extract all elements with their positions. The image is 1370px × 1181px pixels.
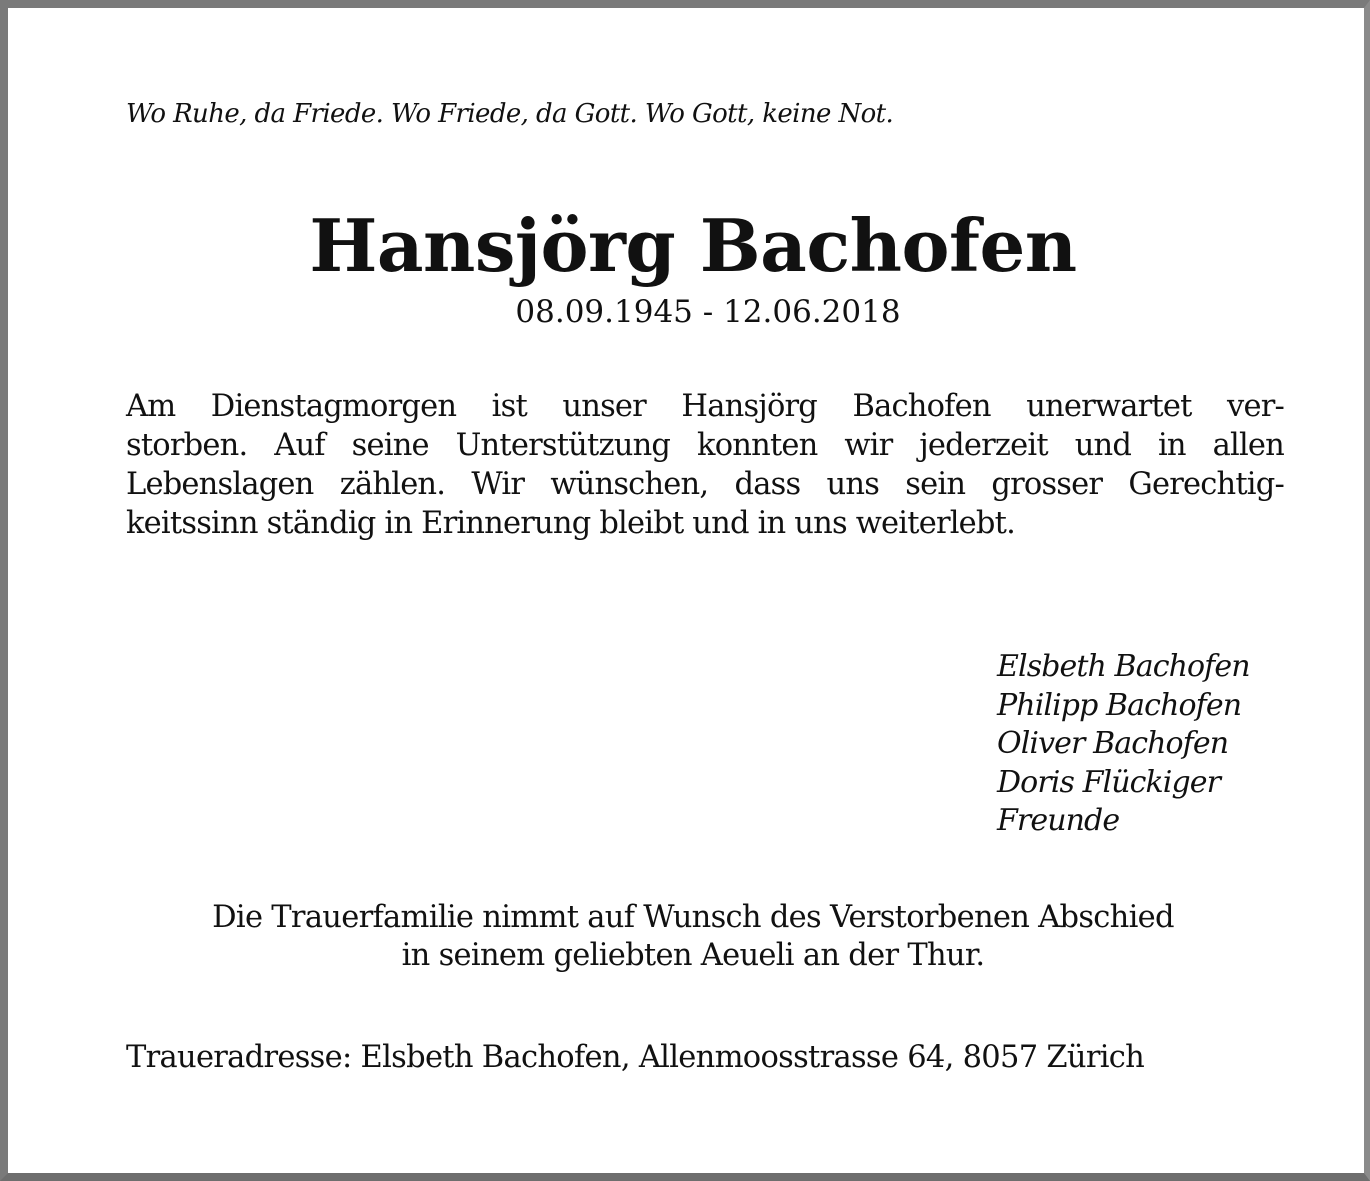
mourner-name: Philipp Bachofen: [997, 687, 1242, 723]
mourner-name: Freunde: [997, 803, 1120, 838]
farewell-line: Die Trauerfamilie nimmt auf Wunsch des Verstorbenen Abschied: [212, 900, 1174, 935]
life-dates: 08.09.1945 - 12.06.2018: [515, 294, 901, 330]
farewell-line: in seinem geliebten Aeueli an der Thur.: [401, 938, 985, 973]
mourner-name: Doris Flückiger: [997, 764, 1221, 800]
message-line: keitssinn ständig in Erinnerung bleibt und in uns weiterlebt.: [126, 506, 1016, 541]
mourner-name: Oliver Bachofen: [997, 726, 1229, 761]
message-line: storben. Auf seine Unterstützung konnten wir jederzeit und in allen: [126, 428, 1284, 463]
farewell-note: [8, 899, 1370, 975]
motto-quote: Wo Ruhe, da Friede. Wo Friede, da Gott. Wo Gott, keine Not.: [126, 99, 894, 129]
mourners-list: [997, 648, 1337, 841]
deceased-name: Hansjörg Bachofen: [309, 203, 1077, 288]
mourner-name: Elsbeth Bachofen: [997, 649, 1250, 684]
obituary-message: [126, 387, 1284, 543]
message-line: Lebenslagen zählen. Wir wünschen, dass uns sein grosser Gerechtig-: [126, 467, 1284, 502]
message-line: Am Dienstagmorgen ist unser Hansjörg Bachofen unerwartet ver-: [126, 389, 1284, 424]
mourning-address: Traueradresse: Elsbeth Bachofen, Allenmoosstrasse 64, 8057 Zürich: [126, 1040, 1145, 1075]
